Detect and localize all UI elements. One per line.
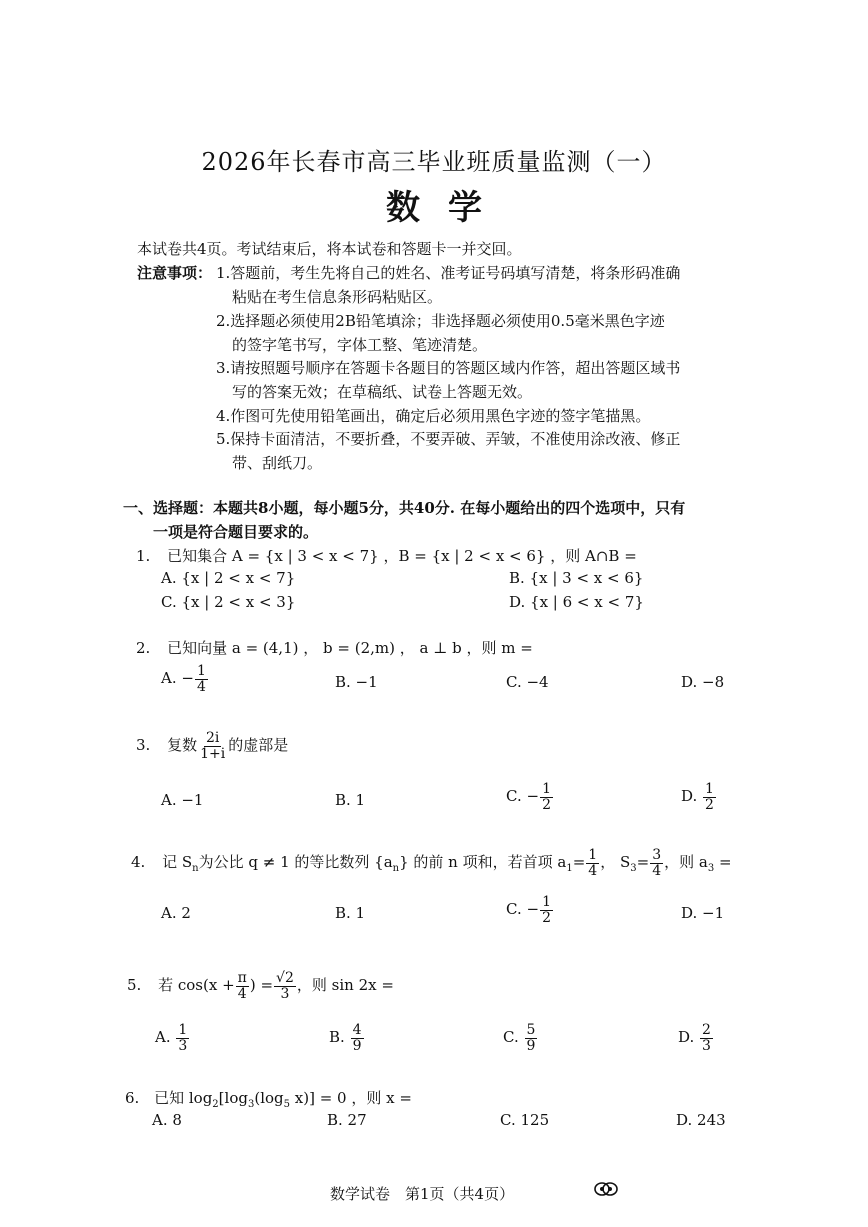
stem-text: ，则 sin 2x = (296, 976, 394, 995)
stem-text: 记 S (162, 853, 193, 872)
option-b: B. 1 (335, 904, 366, 922)
numerator: 1 (542, 894, 551, 910)
denominator: 4 (196, 678, 206, 695)
question-number: 2. (136, 639, 151, 657)
numerator: 1 (178, 1022, 188, 1038)
numerator: 1 (542, 781, 551, 797)
intro-text: 本试卷共4页。考试结束后，将本试卷和答题卡一并交回。 (137, 240, 522, 258)
page-footer: 数学试卷 第1页（共4页） (330, 1185, 515, 1203)
denominator: 3 (280, 985, 290, 1002)
notice-line: 带、刮纸刀。 (232, 454, 323, 472)
equals-sign: = (636, 853, 650, 872)
question-stem-prefix: 复数 (167, 736, 198, 755)
stem-text: 为公比 q ≠ 1 的等比数列 {a (198, 853, 393, 872)
denominator: 2 (542, 909, 551, 926)
subscript: n (192, 863, 199, 875)
question-number: 6. (125, 1089, 140, 1107)
option-d (681, 782, 717, 812)
denominator: 1+i (200, 745, 226, 762)
option-a (161, 664, 209, 694)
question-number: 3. (136, 736, 151, 755)
option-a: A. {x | 2 < x < 7} (161, 569, 296, 587)
option-b (329, 1023, 365, 1053)
fraction (703, 782, 716, 812)
option-label: B. (329, 1028, 345, 1047)
minus-sign: − (526, 900, 540, 919)
option-label: C. (506, 900, 522, 919)
question-stem: 已知向量 a = (4,1) ， b = (2,m) ， a ⊥ b ，则 m = (167, 639, 533, 657)
subscript: 3 (247, 1099, 255, 1110)
option-d: D. −1 (681, 904, 725, 922)
option-a (155, 1023, 190, 1053)
stem-text: } 的前 n 项和，若首项 a (399, 853, 567, 872)
denominator: 9 (352, 1037, 362, 1054)
notice-line: 3.请按照题号顺序在答题卡各题目的答题区域内作答，超出答题区域书 (216, 359, 681, 377)
option-b: B. 1 (335, 791, 366, 809)
minus-sign: − (526, 787, 540, 806)
fraction (351, 1023, 364, 1053)
numerator: 1 (705, 781, 714, 797)
option-a: A. −1 (161, 791, 204, 809)
stem-text: = (714, 853, 732, 872)
notice-line: 粘贴在考生信息条形码粘贴区。 (232, 288, 443, 306)
option-label: A. (155, 1028, 171, 1047)
stem-text: ， S (600, 853, 631, 872)
numerator: 2i (205, 730, 220, 746)
option-c: C. −4 (506, 673, 549, 691)
fraction (540, 895, 553, 925)
numerator: 1 (588, 847, 598, 863)
question-number: 5. (127, 976, 142, 995)
stem-text: ) = (249, 976, 274, 995)
question-2 (136, 637, 533, 658)
denominator: 4 (652, 862, 662, 879)
section-heading: 一、选择题：本题共8小题，每小题5分，共40分. 在每小题给出的四个选项中，只有 (123, 499, 686, 517)
option-b: B. −1 (335, 673, 378, 691)
notice-line: 4.作图可先使用铅笔画出，确定后必须用黑色字迹的签字笔描黑。 (216, 407, 651, 425)
subscript: n (392, 863, 400, 875)
notice-line: 的签字笔书写，字体工整、笔迹清楚。 (232, 336, 488, 354)
option-a: A. 8 (152, 1111, 182, 1129)
fraction (700, 1023, 713, 1053)
numerator: 3 (652, 847, 662, 863)
question-5 (127, 971, 394, 1001)
section-heading-cont: 一项是符合题目要求的。 (153, 523, 319, 541)
subscript: 2 (212, 1099, 219, 1110)
question-number: 1. (136, 547, 151, 565)
option-label: C. (503, 1028, 519, 1047)
option-d (678, 1023, 714, 1053)
minus-sign: − (181, 669, 194, 688)
fraction (586, 848, 599, 878)
option-c: C. {x | 2 < x < 3} (161, 593, 296, 611)
question-3 (136, 731, 288, 761)
option-label: A. (161, 669, 177, 688)
subscript: 1 (566, 863, 573, 875)
option-b: B. {x | 3 < x < 6} (509, 569, 644, 587)
numerator: 5 (526, 1022, 536, 1038)
fraction (274, 971, 296, 1001)
denominator: 3 (702, 1037, 711, 1054)
subscript: 5 (283, 1099, 291, 1110)
option-d: D. −8 (681, 673, 725, 691)
equals-sign: = (572, 853, 586, 872)
numerator: 2 (702, 1022, 711, 1038)
option-label: D. (681, 787, 698, 806)
question-number: 4. (131, 853, 146, 872)
fraction (650, 848, 663, 878)
notice-label: 注意事项： (137, 264, 213, 282)
fraction (236, 971, 249, 1001)
notice-line: 写的答案无效；在草稿纸、试卷上答题无效。 (232, 383, 533, 401)
numerator: 1 (196, 663, 206, 679)
option-label: D. (678, 1028, 695, 1047)
question-1 (136, 545, 637, 566)
denominator: 2 (542, 796, 551, 813)
notice-line: 2.选择题必须使用2B铅笔填涂；非选择题必须使用0.5毫米黑色字迹 (216, 312, 665, 330)
stem-text: 若 cos(x + (158, 976, 235, 995)
numerator: √2 (276, 970, 294, 986)
fraction (176, 1023, 189, 1053)
seal-icon (593, 1179, 619, 1199)
option-c (503, 1023, 538, 1053)
notice-line: 5.保持卡面清洁，不要折叠，不要弄破、弄皱，不准使用涂改液、修正 (216, 430, 681, 448)
exam-title: 2026年长春市高三毕业班质量监测（一） (201, 148, 667, 176)
stem-text: (log (254, 1089, 284, 1107)
numerator: 4 (352, 1022, 362, 1038)
option-c: C. 125 (500, 1111, 550, 1129)
subscript: 3 (707, 863, 715, 875)
option-b: B. 27 (327, 1111, 367, 1129)
denominator: 2 (705, 796, 714, 813)
fraction (525, 1023, 538, 1053)
notice-line: 1.答题前，考生先将自己的姓名、准考证号码填写清楚，将条形码准确 (216, 264, 681, 282)
option-c (506, 895, 554, 925)
stem-text: x)] = 0 ，则 x = (290, 1089, 412, 1107)
question-4 (131, 848, 732, 878)
numerator: π (237, 970, 247, 986)
option-d: D. {x | 6 < x < 7} (509, 593, 644, 611)
option-a: A. 2 (161, 904, 191, 922)
fraction (198, 731, 227, 761)
question-stem: 已知集合 A = {x | 3 < x < 7} ，B = {x | 2 < x < 6} ，则 A∩B = (167, 547, 637, 565)
stem-text: [log (218, 1089, 248, 1107)
denominator: 9 (526, 1037, 536, 1054)
option-c (506, 782, 554, 812)
denominator: 4 (237, 985, 247, 1002)
denominator: 3 (178, 1037, 188, 1054)
stem-text: 已知 log (154, 1089, 213, 1107)
stem-text: ，则 a (664, 853, 708, 872)
subscript: 3 (630, 863, 637, 875)
denominator: 4 (588, 862, 598, 879)
option-label: C. (506, 787, 522, 806)
subject-title: 数学 (386, 188, 510, 228)
fraction (195, 664, 208, 694)
fraction (540, 782, 553, 812)
question-6 (125, 1087, 412, 1110)
option-d: D. 243 (676, 1111, 726, 1129)
question-stem-suffix: 的虚部是 (228, 736, 289, 755)
